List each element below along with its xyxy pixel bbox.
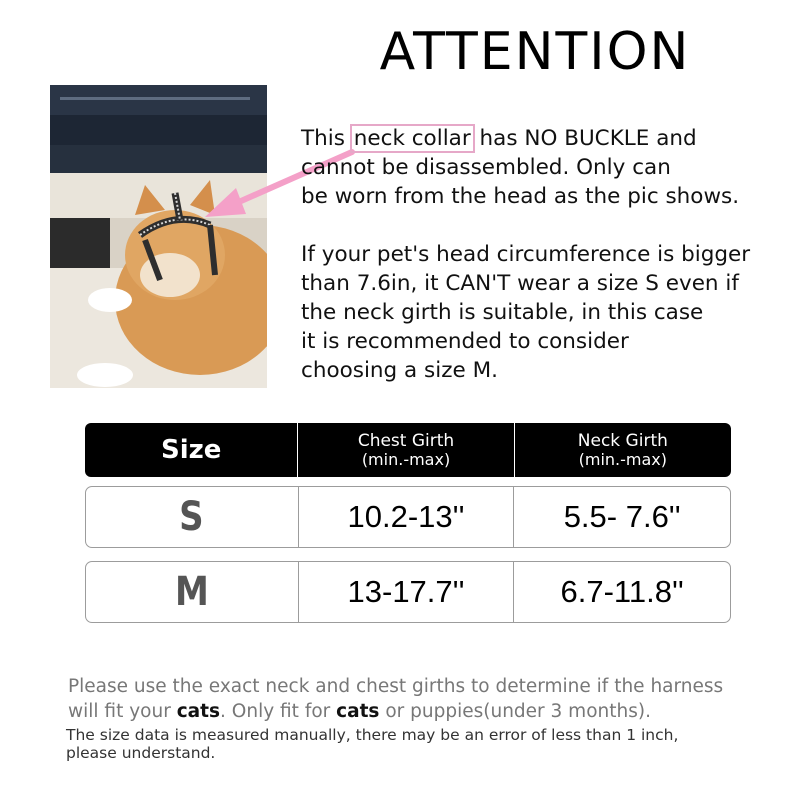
- note-line: the neck girth is suitable, in this case: [301, 300, 704, 325]
- measurement-disclaimer: [66, 726, 786, 762]
- collar-description: [301, 124, 781, 211]
- table-row-size-m: [85, 561, 731, 623]
- neck-girth-cell: 5.5- 7.6'': [513, 487, 730, 547]
- header-size: Size: [160, 435, 222, 465]
- size-cell: M: [174, 569, 209, 615]
- description-line-1: This neck collar has NO BUCKLE and: [301, 126, 697, 151]
- note-line: choosing a size M.: [301, 358, 498, 383]
- page-title: ATTENTION: [379, 22, 691, 82]
- size-chart-header: [85, 423, 731, 477]
- description-line-2: cannot be disassembled. Only can: [301, 155, 671, 180]
- note-line: than 7.6in, it CAN'T wear a size S even if: [301, 271, 739, 296]
- size-cell: S: [179, 494, 205, 540]
- note-line: If your pet's head circumference is bigger: [301, 242, 751, 267]
- disclaimer-line-1: The size data is measured manually, there may be an error of less than 1 inch,: [66, 726, 679, 744]
- cat-photo: [50, 85, 267, 388]
- header-neck-girth: Neck Girth (min.-max): [514, 423, 731, 477]
- fit-instruction-line-1: Please use the exact neck and chest girths to determine if the harness: [68, 676, 724, 697]
- table-row-size-s: [85, 486, 731, 548]
- disclaimer-line-2: please understand.: [66, 744, 216, 762]
- description-line-3: be worn from the head as the pic shows.: [301, 184, 740, 209]
- cat-wearing-harness-image: [50, 85, 267, 388]
- header-chest-girth: Chest Girth (min.-max): [297, 423, 513, 477]
- chest-girth-cell: 13-17.7'': [298, 562, 514, 622]
- fit-instruction-line-2: will fit your cats. Only fit for cats or puppies(under 3 months).: [68, 701, 651, 722]
- size-chart: [85, 423, 731, 623]
- neck-girth-cell: 6.7-11.8'': [513, 562, 730, 622]
- head-circumference-note: [301, 240, 781, 385]
- note-line: it is recommended to consider: [301, 329, 629, 354]
- fit-instruction: [68, 674, 788, 724]
- chest-girth-cell: 10.2-13'': [298, 487, 514, 547]
- neck-collar-highlight: neck collar: [350, 124, 475, 153]
